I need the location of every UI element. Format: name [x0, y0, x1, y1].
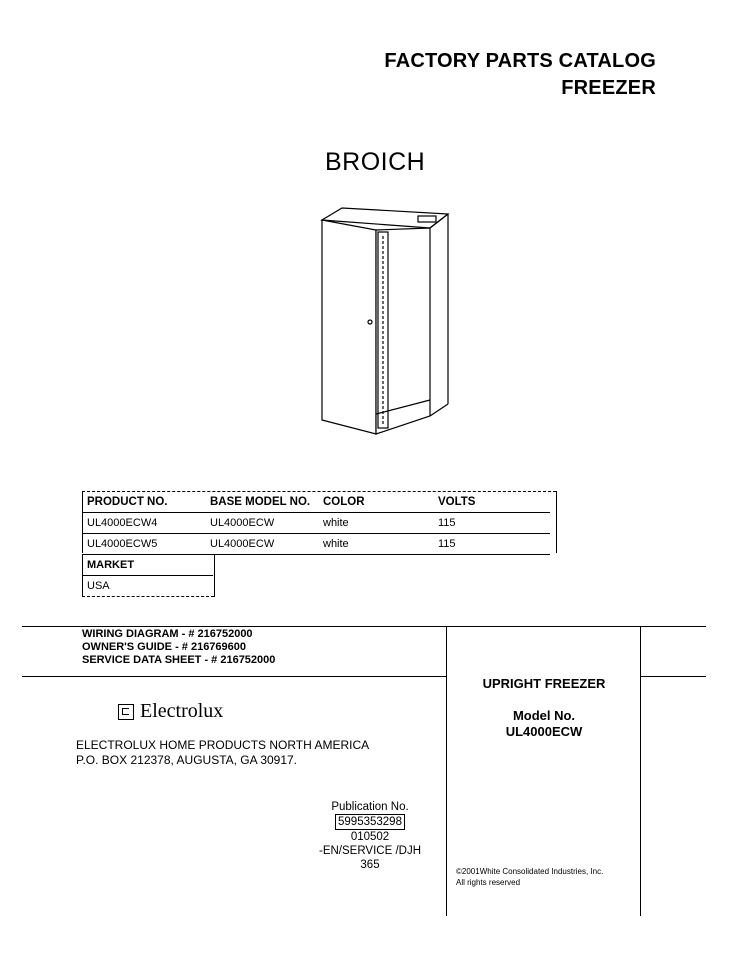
related-documents [82, 628, 275, 667]
cell-base-model: UL4000ECW [205, 534, 318, 555]
copyright-line: All rights reserved [456, 878, 521, 887]
wiring-diagram-ref: WIRING DIAGRAM - # 216752000 [82, 628, 253, 640]
cell-volts: 115 [433, 513, 550, 534]
product-type: UPRIGHT FREEZER [482, 676, 606, 691]
panel-divider [446, 626, 447, 916]
product-spec-table [82, 492, 550, 555]
owners-guide-ref: OWNER'S GUIDE - # 216769600 [82, 641, 247, 653]
logo-text: Electrolux [140, 700, 224, 722]
market-header: MARKET [82, 555, 213, 576]
section-divider [640, 676, 706, 677]
cell-volts: 115 [433, 534, 550, 555]
publication-service-line: -EN/SERVICE /DJH [318, 845, 422, 857]
column-header-color: COLOR [318, 492, 433, 513]
column-header-volts: VOLTS [433, 492, 550, 513]
publication-page-code: 365 [360, 859, 380, 871]
catalog-subtitle: FREEZER [561, 77, 656, 99]
copyright-line: ©2001White Consolidated Industries, Inc. [456, 867, 604, 876]
brand-name: BROICH [325, 148, 426, 176]
model-label: Model No. [512, 708, 576, 723]
column-header-base-model: BASE MODEL NO. [205, 492, 318, 513]
electrolux-logo-icon [118, 704, 134, 720]
market-value: USA [87, 580, 110, 592]
electrolux-logo [118, 700, 223, 723]
publication-label: Publication No. [331, 801, 409, 813]
address-line: ELECTROLUX HOME PRODUCTS NORTH AMERICA [76, 738, 370, 752]
cell-product-no: UL4000ECW5 [82, 534, 205, 555]
cell-base-model: UL4000ECW [205, 513, 318, 534]
freezer-illustration [318, 206, 452, 438]
table-row [82, 513, 550, 534]
address-line: P.O. BOX 212378, AUGUSTA, GA 30917. [76, 753, 298, 767]
publication-number: 5995353298 [335, 814, 405, 830]
panel-divider [640, 626, 641, 916]
publication-date-code: 010502 [350, 831, 390, 843]
copyright-notice [456, 866, 603, 888]
company-address [76, 738, 369, 768]
column-header-product-no: PRODUCT NO. [82, 492, 205, 513]
section-divider [22, 676, 446, 677]
catalog-title: FACTORY PARTS CATALOG [384, 50, 656, 72]
cell-color: white [318, 513, 433, 534]
section-divider [22, 626, 706, 627]
cell-product-no: UL4000ECW4 [82, 513, 205, 534]
table-row [82, 534, 550, 555]
model-number: UL4000ECW [505, 724, 583, 739]
publication-info [305, 800, 435, 872]
service-data-sheet-ref: SERVICE DATA SHEET - # 216752000 [82, 654, 276, 666]
cell-color: white [318, 534, 433, 555]
market-table [82, 555, 213, 596]
